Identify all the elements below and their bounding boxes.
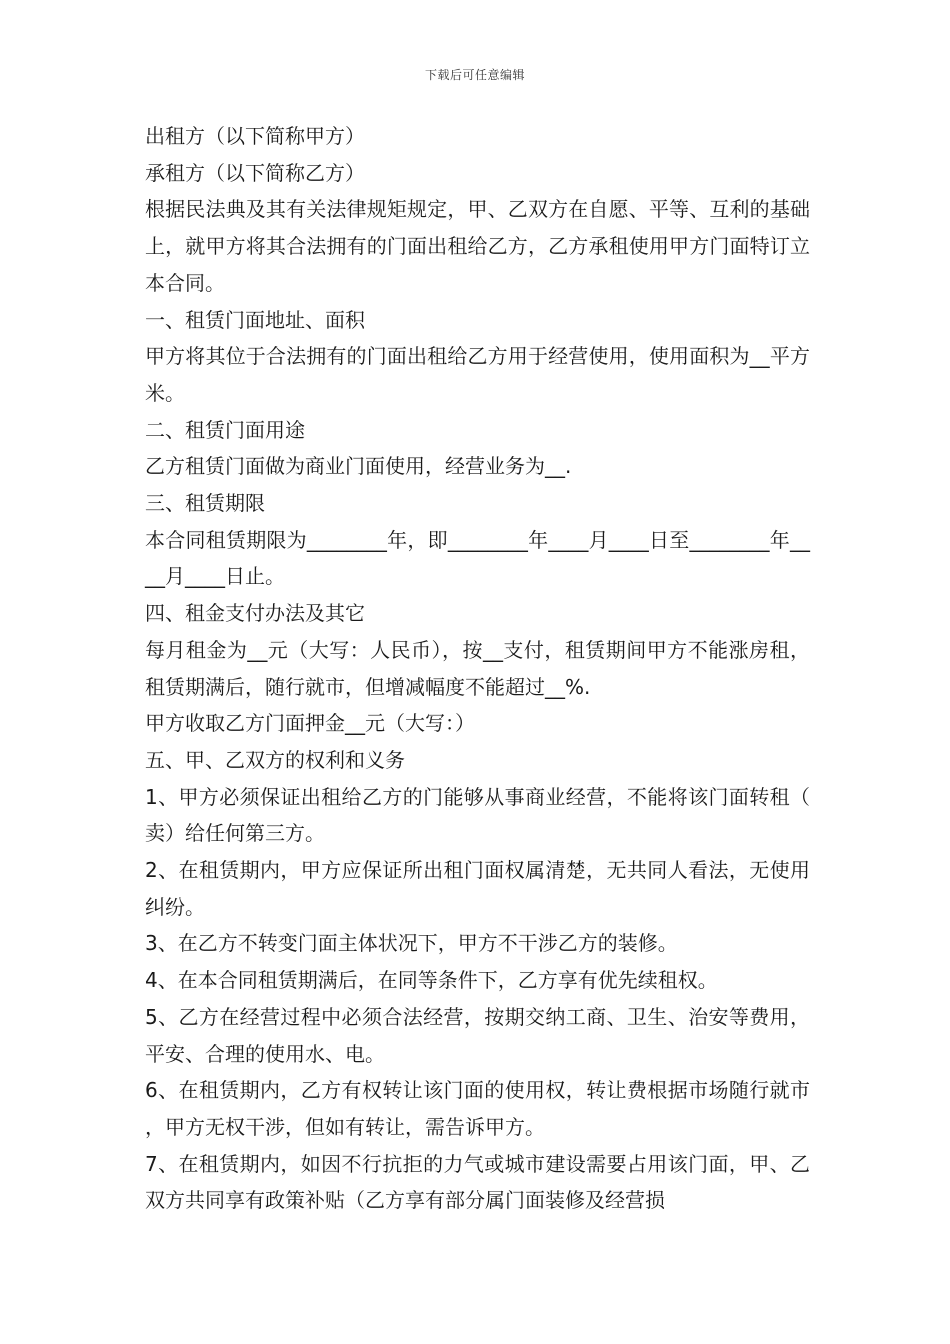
section-heading-2: 二、租赁门面用途 <box>145 417 305 442</box>
clause-5: 5、乙方在经营过程中必须合法经营，按期交纳工商、卫生、治安等费用，平安、合理的使用水、电。 <box>145 1004 810 1066</box>
contract-body <box>145 118 810 1219</box>
clause-4: 4、在本合同租赁期满后，在同等条件下，乙方享有优先续租权。 <box>145 968 718 993</box>
section-heading-5: 五、甲、乙双方的权利和义务 <box>145 747 405 772</box>
section-3-paragraph: 本合同租赁期限为________年，即________年____月____日至________年____月____日止。 <box>145 527 810 589</box>
clause-2: 2、在租赁期内，甲方应保证所出租门面权属清楚，无共同人看法，无使用纠纷。 <box>145 858 810 919</box>
preamble-paragraph: 根据民法典及其有关法律规矩规定，甲、乙双方在自愿、平等、互利的基础上，就甲方将其合法拥有的门面出租给乙方，乙方承租使用甲方门面特订立本合同。 <box>145 197 810 295</box>
clause-6: 6、在租赁期内，乙方有权转让该门面的使用权，转让费根据市场随行就市，甲方无权干涉，但如有转让，需告诉甲方。 <box>145 1078 810 1139</box>
section-4-deposit-paragraph: 甲方收取乙方门面押金__元（大写：） <box>145 711 475 736</box>
clause-1: 1、甲方必须保证出租给乙方的门能够从事商业经营，不能将该门面转租（卖）给任何第三方。 <box>145 784 810 846</box>
section-heading-1: 一、租赁门面地址、面积 <box>145 307 365 332</box>
section-heading-3: 三、租赁期限 <box>145 491 265 516</box>
section-heading-4: 四、租金支付办法及其它 <box>145 601 365 626</box>
clause-3: 3、在乙方不转变门面主体状况下，甲方不干涉乙方的装修。 <box>145 931 678 956</box>
clause-7: 7、在租赁期内，如因不行抗拒的力气或城市建设需要占用该门面，甲、乙双方共同享有政策补贴（乙方享有部分属门面装修及经营损 <box>145 1151 810 1213</box>
section-4-rent-paragraph: 每月租金为__元（大写：人民币），按__支付，租赁期间甲方不能涨房租，租赁期满后，随行就市，但增减幅度不能超过__%. <box>145 637 810 699</box>
section-2-paragraph: 乙方租赁门面做为商业门面使用，经营业务为__. <box>145 454 572 479</box>
party-b-line: 承租方（以下简称乙方） <box>145 160 365 185</box>
party-a-line: 出租方（以下简称甲方） <box>145 124 365 148</box>
header-note: 下载后可任意编辑 <box>424 68 525 82</box>
section-1-paragraph: 甲方将其位于合法拥有的门面出租给乙方用于经营使用，使用面积为__平方米。 <box>145 344 810 405</box>
